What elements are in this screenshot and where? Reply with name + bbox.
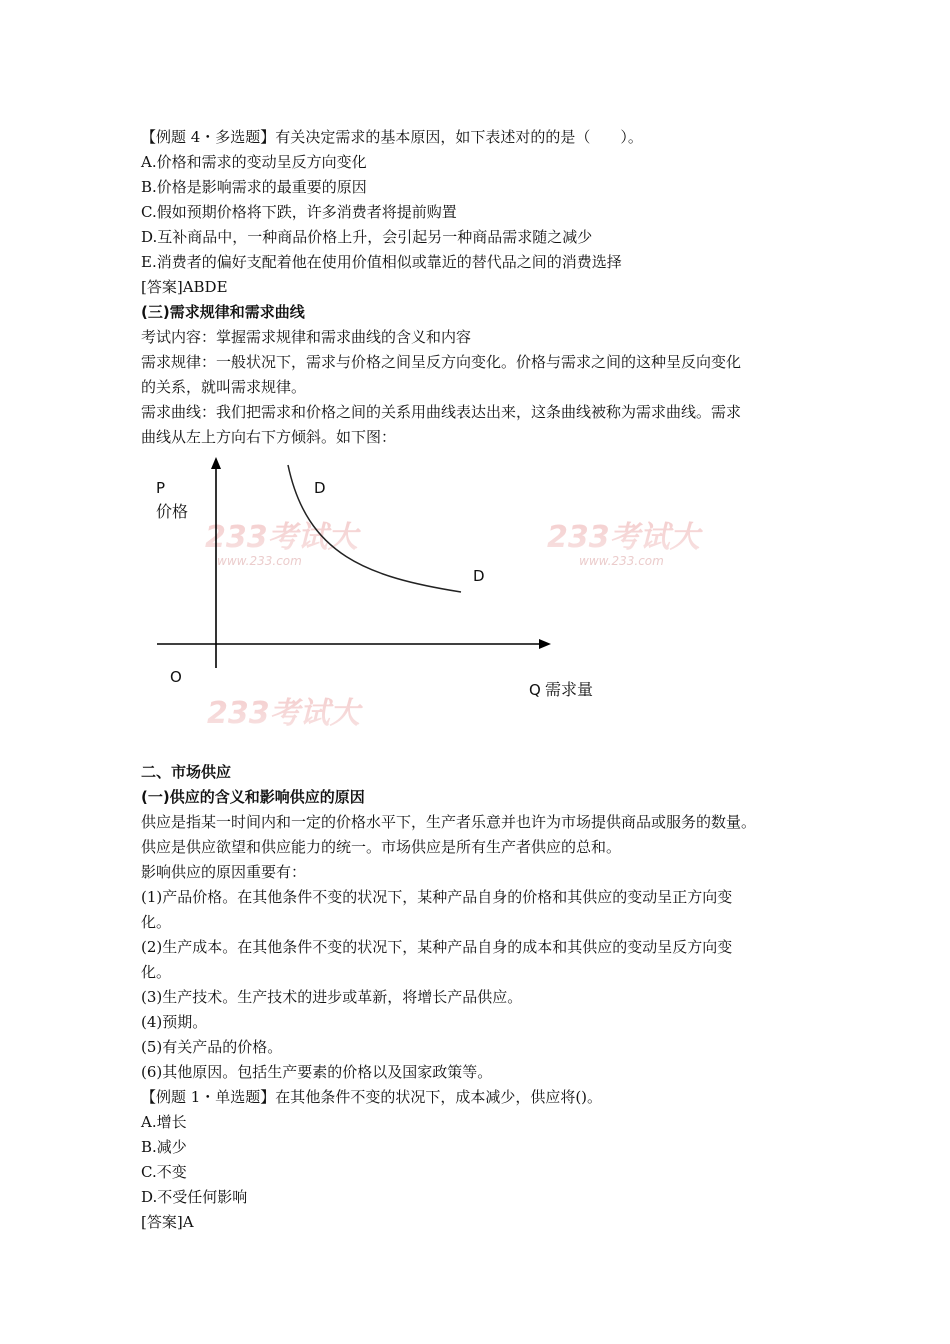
demand-curve-line-1: 需求曲线：我们把需求和价格之间的关系用曲线表达出来，这条曲线被称为需求曲线。需求 (141, 403, 742, 421)
option-e: E.消费者的偏好支配着他在使用价值相似或靠近的替代品之间的消费选择 (141, 253, 622, 271)
q-label: Q (529, 681, 541, 699)
svg-text:233考试大: 233考试大 (547, 520, 700, 555)
demand-law-line-1: 需求规律：一般状况下，需求与价格之间呈反方向变化。价格与需求之间的这种呈反向变化 (141, 353, 742, 371)
curve-label-bottom: D (473, 567, 485, 585)
watermark-1 (205, 520, 362, 568)
q1-answer: [答案]A (141, 1213, 194, 1231)
watermark-3 (207, 696, 364, 731)
supply-factors-intro: 影响供应的原因重要有： (141, 863, 307, 881)
factor-2-line-1: (2)生产成本。在其他条件不变的状况下，某种产品自身的成本和其供应的变动呈反方向变 (141, 938, 733, 956)
q1-option-a: A.增长 (141, 1113, 187, 1131)
demand-law-line-2: 的关系，就叫需求规律。 (141, 378, 307, 396)
demand-curve-figure (147, 455, 700, 731)
example-1-title: 【例题 1・单选题】在其他条件不变的状况下，成本减少，供应将()。 (141, 1088, 603, 1106)
p-label: P (156, 479, 166, 497)
section-2-heading: 二、市场供应 (141, 763, 232, 781)
svg-text:233考试大: 233考试大 (205, 520, 358, 555)
factor-1-line-2: 化。 (141, 913, 172, 931)
supply-definition-1: 供应是指某一时间内和一定的价格水平下，生产者乐意并也许为市场提供商品或服务的数量。 (141, 813, 757, 831)
demand-curve-svg (147, 455, 700, 731)
origin-label: O (170, 668, 182, 686)
document-page (141, 125, 831, 1235)
answer-text: [答案]ABDE (141, 278, 228, 296)
factor-4: (4)预期。 (141, 1013, 208, 1031)
subsection-heading: (一)供应的含义和影响供应的原因 (141, 788, 365, 806)
factor-3: (3)生产技术。生产技术的进步或革新，将增长产品供应。 (141, 988, 523, 1006)
supply-definition-2: 供应是供应欲望和供应能力的统一。市场供应是所有生产者供应的总和。 (141, 838, 622, 856)
section-heading: (三)需求规律和需求曲线 (141, 303, 305, 321)
y-axis-arrow (211, 457, 221, 469)
demand-curve-line-2: 曲线从左上方向右下方倾斜。如下图： (141, 428, 397, 446)
x-axis-arrow (539, 639, 551, 649)
factor-2-line-2: 化。 (141, 963, 172, 981)
price-label: 价格 (156, 502, 189, 521)
quantity-label: 需求量 (545, 680, 594, 699)
watermark-2 (547, 520, 704, 568)
q1-option-d: D.不受任何影响 (141, 1188, 248, 1206)
svg-text:www.233.com: www.233.com (579, 554, 664, 568)
q1-option-b: B.减少 (141, 1138, 187, 1156)
factor-1-line-1: (1)产品价格。在其他条件不变的状况下，某种产品自身的价格和其供应的变动呈正方向变 (141, 888, 733, 906)
factor-5: (5)有关产品的价格。 (141, 1038, 283, 1056)
option-b: B.价格是影响需求的最重要的原因 (141, 178, 367, 196)
example-4-title: 【例题 4・多选题】有关决定需求的基本原因，如下表述对的的是（ ）。 (141, 128, 643, 146)
factor-6: (6)其他原因。包括生产要素的价格以及国家政策等。 (141, 1063, 493, 1081)
exam-content: 考试内容：掌握需求规律和需求曲线的含义和内容 (141, 328, 472, 346)
svg-text:233考试大: 233考试大 (207, 696, 360, 731)
q1-option-c: C.不变 (141, 1163, 187, 1181)
option-d: D.互补商品中，一种商品价格上升，会引起另一种商品需求随之减少 (141, 228, 593, 246)
option-c: C.假如预期价格将下跌，许多消费者将提前购置 (141, 203, 457, 221)
option-a: A.价格和需求的变动呈反方向变化 (141, 153, 367, 171)
svg-text:www.233.com: www.233.com (217, 554, 302, 568)
curve-label-top: D (314, 479, 326, 497)
